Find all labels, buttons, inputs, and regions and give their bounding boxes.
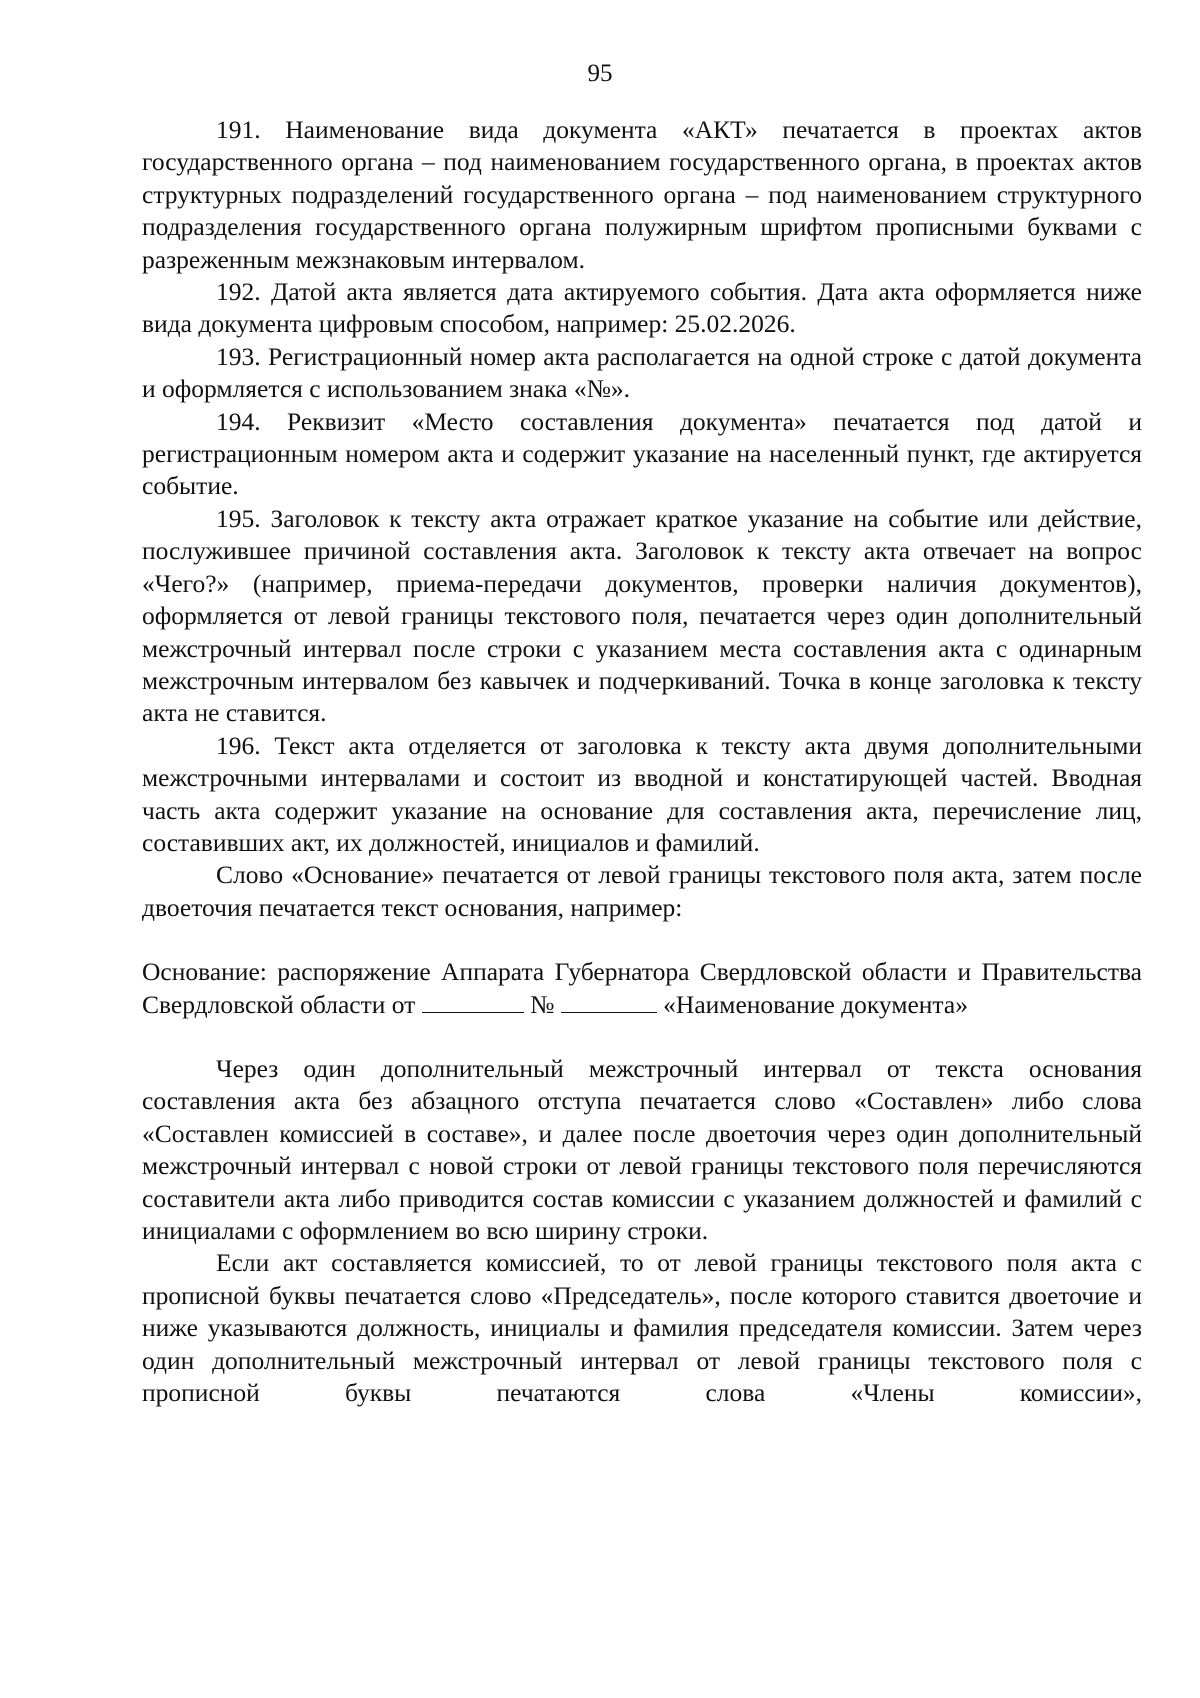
example-text-after-number: «Наименование документа» (663, 989, 968, 1019)
document-body (142, 114, 1142, 1409)
page-number: 95 (587, 60, 613, 87)
paragraph-196: 196. Текст акта отделяется от заголовка к тексту акта двумя дополнительными межстрочными интервалами и состоит из вводной и констатирующей частей. Вводная часть акта содержит указание на основание для составления акта, перечисление лиц, составивших акт, их должностей, инициалов и фамилий. (142, 730, 1142, 857)
example-text-before-date: Основание: распоряжение Аппарата Губернатора Свердловской области и Правительства Свердловской области от (142, 957, 1142, 1019)
paragraph-194: 194. Реквизит «Место составления документа» печатается под датой и регистрационным номером акта и содержит указание на населенный пункт, где актируется событие. (142, 406, 1142, 501)
paragraph-193: 193. Регистрационный номер акта располагается на одной строке с датой документа и оформляется с использованием знака «№». (142, 341, 1142, 404)
paragraph-191: 191. Наименование вида документа «АКТ» печатается в проектах актов государственного органа – под наименованием государственного органа, в проектах актов структурных подразделений государственного органа – под наименованием структурного подразделения государственного органа полужирным шрифтом прописными буквами с разреженным межзнаковым интервалом. (142, 115, 1142, 274)
paragraph-192: 192. Датой акта является дата актируемого события. Дата акта оформляется ниже вида документа цифровым способом, например: 25.02.2026. (142, 277, 1142, 339)
paragraph-osnovanie-intro: Слово «Основание» печатается от левой границы текстового поля акта, затем после двоеточия печатается текст основания, например: (142, 860, 1142, 922)
paragraph-sostavlen: Через один дополнительный межстрочный интервал от текста основания составления акта без абзацного отступа печатается слово «Составлен» либо слова «Составлен комиссией в составе», и далее после двоеточия через один дополнительный межстрочный интервал с новой строки от левой границы текстового поля перечисляются составители акта либо приводится состав комиссии с указанием должностей и фамилий с инициалами с оформлением во всю ширину строки. (142, 1053, 1142, 1245)
number-blank-line (561, 990, 657, 1013)
paragraph-195: 195. Заголовок к тексту акта отражает краткое указание на событие или действие, послужившее причиной составления акта. Заголовок к тексту акта отвечает на вопрос «Чего?» (например, приема-передачи документов, проверки наличия документов), оформляется от левой границы текстового поля, печатается через один дополнительный межстрочный интервал после строки с указанием места составления акта с одинарным межстрочным интервалом без кавычек и подчеркиваний. Точка в конце заголовка к тексту акта не ставится. (142, 503, 1142, 728)
paragraph-predsedatel: Если акт составляется комиссией, то от левой границы текстового поля акта с прописной буквы печатается слово «Председатель», после которого ставится двоеточие и ниже указываются должность, инициалы и фамилия председателя комиссии. Затем через один дополнительный межстрочный интервал от левой границы текстового поля с прописной буквы печатаются слова «Члены комиссии», (142, 1248, 1142, 1408)
date-blank-line (422, 990, 524, 1013)
example-osnovanie (142, 956, 1142, 1021)
example-number-sign: № (530, 989, 555, 1019)
